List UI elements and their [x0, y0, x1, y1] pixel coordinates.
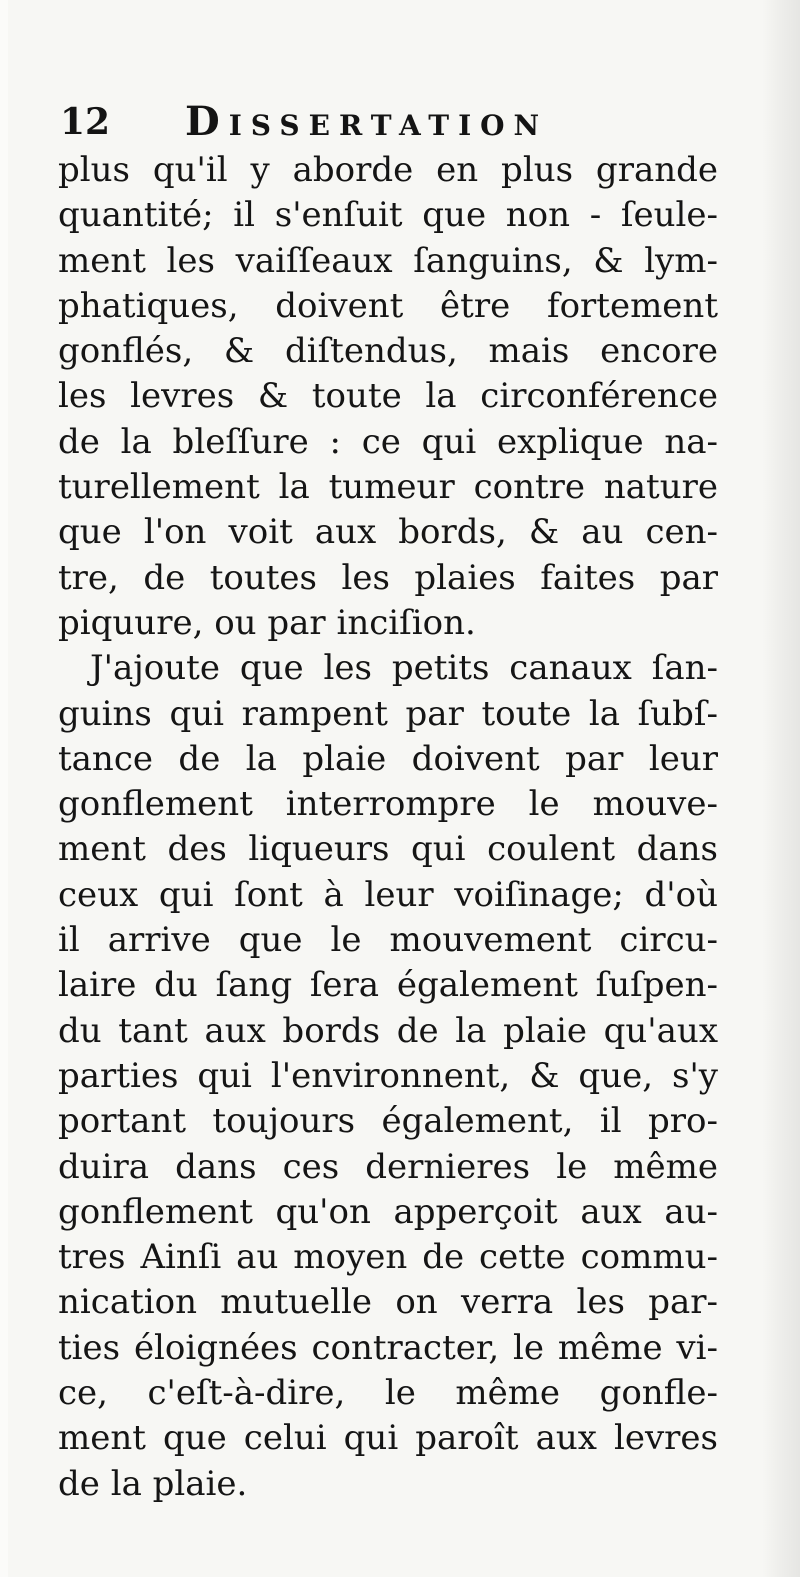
text-line: du tant aux bords de la plaie qu'aux [58, 1010, 718, 1051]
text-line: ceux qui ſont à leur voiſinage; d'où [58, 874, 718, 915]
text-line: ties éloignées contracter, le même vi- [58, 1327, 718, 1368]
text-line: ment des liqueurs qui coulent dans [58, 829, 718, 870]
text-line: que l'on voit aux bords, & au cen- [58, 512, 718, 553]
paragraph-last-line: de la plaie. [58, 1463, 248, 1504]
text-line: plus qu'il y aborde en plus grande [58, 150, 718, 190]
text-line: tre, de toutes les plaies faites par [58, 557, 718, 598]
text-line: phatiques, doivent être fortement [58, 285, 718, 326]
page-header [60, 97, 720, 153]
page-edge-shadow [762, 0, 800, 1577]
text-line: gonflement qu'on apperçoit aux au- [58, 1191, 718, 1232]
text-line: nication mutuelle on verra les par- [58, 1282, 718, 1323]
text-line: de la bleſſure : ce qui explique na- [58, 421, 718, 462]
text-line: les levres & toute la circonférence [58, 376, 718, 417]
text-line: ment que celui qui paroît aux levres [58, 1418, 718, 1459]
text-line: parties qui l'environnent, & que, s'y [58, 1055, 718, 1096]
text-line: ment les vaiſſeaux ſanguins, & lym- [58, 240, 718, 281]
text-line: portant toujours également, il pro- [58, 1101, 718, 1142]
page-gutter [0, 0, 8, 1577]
body-text [58, 148, 718, 1507]
text-line: il arrive que le mouvement circu- [58, 920, 718, 961]
text-line: duira dans ces dernieres le même [58, 1146, 718, 1187]
text-line: tance de la plaie doivent par leur [58, 738, 718, 779]
text-line: gonflement interrompre le mouve- [58, 784, 718, 825]
running-title: Dissertation [185, 98, 549, 145]
text-line: laire du ſang ſera également ſuſpen- [58, 965, 718, 1006]
text-line: tres Ainſi au moyen de cette commu- [58, 1237, 718, 1278]
text-line: ce, c'eſt-à-dire, le même gonfle- [58, 1373, 718, 1414]
text-line: guins qui rampent par toute la ſubſ- [58, 693, 718, 734]
text-line: quantité; il s'enſuit que non - ſeule- [58, 195, 718, 236]
paragraph-first-line: J'ajoute que les petits canaux ſan- [90, 648, 718, 689]
text-line: turellement la tumeur contre nature [58, 467, 718, 508]
page-number: 12 [60, 101, 111, 143]
paragraph-last-line: piquure, ou par inciſion. [58, 602, 476, 643]
text-line: gonflés, & diſtendus, mais encore [58, 331, 718, 372]
